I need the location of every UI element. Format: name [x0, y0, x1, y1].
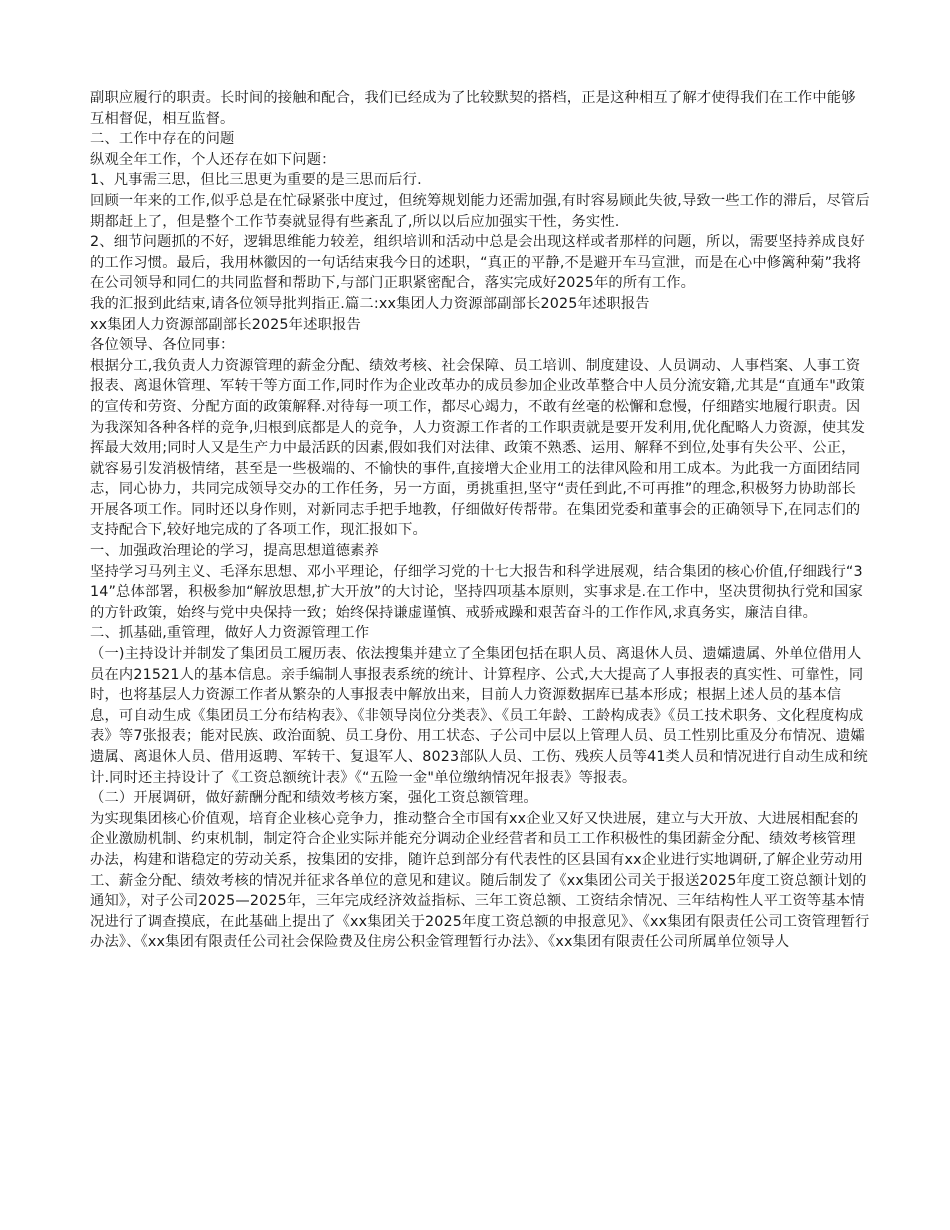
list-item-problem-2: 2、细节问题抓的不好，逻辑思维能力较差，组织培训和活动中总是会出现这样或者那样的问题，所以，需要坚持养成良好的工作习惯。最后，我用林徽因的一句话结束我今日的述职，“真正的平静,不是避开车马宣泄，而是在心中修篱种菊”我将在公司领导和同仁的共同监督和帮助下,与部门正职紧密配合，落实完成好2025年的所有工作。 — [90, 234, 865, 292]
paragraph-subsection-2: 为实现集团核心价值观，培育企业核心竞争力，推动整合全市国有xx企业又好又快进展，建立与大开放、大进展相配套的企业激励机制、约束机制，制定符合企业实际并能充分调动企业经营者和员工工作积极性的集团薪金分配、绩效考核管理办法，构建和谐稳定的劳动关系，按集团的安排，随许总到部分有代表性的区县国有xx企业进行实地调研,了解企业劳动用工、薪金分配、绩效考核的情况并征求各单位的意见和建议。随后制发了《xx集团公司关于报送2025年度工资总额计划的通知》，对子公司2025—2025年，三年完成经济效益指标、三年工资总额、工资结余情况、三年结构性人平工资等基本情况进行了调查摸底，在此基础上提出了《xx集团关于2025年度工资总额的申报意见》、《xx集团有限责任公司工资管理暂行办法》、《xx集团有限责任公司社会保险费及住房公积金管理暂行办法》、《xx集团有限责任公司所属单位领导人 — [90, 810, 870, 951]
paragraph-closing-remark: 我的汇报到此结束,请各位领导批判指正.篇二:xx集团人力资源部副部长2025年述职报告 — [90, 295, 650, 312]
paragraph-responsibilities: 根据分工,我负责人力资源管理的薪金分配、绩效考核、社会保障、员工培训、制度建设、人员调动、人事档案、人事工资报表、离退休管理、军转干等方面工作,同时作为企业改革办的成员参加企业改革整合中人员分流安籍,尤其是“直通车"政策的宣传和劳资、分配方面的政策解释.对待每一项工作，都尽心竭力，不敢有丝毫的松懈和怠慢，仔细踏实地履行职责。因为我深知各种各样的竞争,归根到底都是人的竞争，人力资源工作者的工作职责就是要开发利用,优化配略人力资源，使其发挥最大效用;同时人又是生产力中最活跃的因素,假如我们对法律、政策不熟悉、运用、解释不到位,处事有失公平、公正，就容易引发消极情绪，甚至是一些极端的、不愉快的事件,直接增大企业用工的法律风险和用工成本。为此我一方面团结同志，同心协力，共同完成领导交办的工作任务，另一方面，勇挑重担,坚守“责任到此,不可再推”的理念,积极努力协助部长开展各项工作。同时还以身作则，对新同志手把手地教，仔细做好传帮带。在集团党委和董事会的正确领导下,在同志们的支持配合下,较好地完成的了各项工作，现汇报如下。 — [90, 357, 866, 539]
section-heading-political-study: 一、加强政治理论的学习，提高思想道德素养 — [90, 543, 379, 560]
section-heading-hr-management: 二、抓基础,重管理，做好人力资源管理工作 — [90, 625, 370, 642]
paragraph-problem-1-detail: 回顾一年来的工作,似乎总是在忙碌紧张中度过，但统筹规划能力还需加强,有时容易顾此失彼,导致一些工作的滞后，尽管后期都赶上了，但是整个工作节奏就显得有些紊乱了,所以以后应加强实干性，务实性. — [90, 192, 870, 230]
list-item-problem-1: 1、凡事需三思，但比三思更为重要的是三思而后行. — [90, 172, 422, 189]
document-body — [90, 88, 870, 953]
salutation: 各位领导、各位同事： — [90, 337, 235, 354]
paragraph-subsection-1: （一)主持设计并制发了集团员工履历表、依法搜集并建立了全集团包括在职人员、离退休人员、遗孀遗属、外单位借用人员在内21521人的基本信息。亲手编制人事报表系统的统计、计算程序、公式,大大提高了人事报表的真实性、可靠性，同时，也将基层人力资源工作者从繁杂的人事报表中解放出来，目前人力资源数据库已基本形成；根据上述人员的基本信息，可自动生成《集团员工分布结构表》、《非领导岗位分类表》、《员工年龄、工龄构成表》《员工技术职务、文化程度构成表》等7张报表；能对民族、政治面貌、员工身份、用工状态、子公司中层以上管理人员、员工性别比重及分布情况、遗孀遗属、离退休人员、借用返聘、军转干、复退军人、8023部队人员、工伤、残疾人员等41类人员和情况进行自动生成和统计.同时还主持设计了《工资总额统计表》《“五险一金"单位缴纳情况年报表》等报表。 — [90, 646, 868, 786]
report-title: xx集团人力资源部副部长2025年述职报告 — [90, 316, 361, 333]
paragraph-role-duties: 副职应履行的职责。长时间的接触和配合，我们已经成为了比较默契的搭档，正是这种相互了解才使得我们在工作中能够互相督促，相互监督。 — [90, 90, 856, 127]
section-heading-problems: 二、工作中存在的问题 — [90, 131, 235, 148]
subsection-heading-2: （二）开展调研，做好薪酬分配和绩效考核方案，强化工资总额管理。 — [90, 790, 538, 807]
paragraph-problems-intro: 纵观全年工作，个人还存在如下问题： — [90, 151, 336, 168]
paragraph-political-study: 坚持学习马列主义、毛泽东思想、邓小平理论，仔细学习党的十七大报告和科学进展观，结合集团的核心价值,仔细践行“314”总体部署，积极参加“解放思想,扩大开放”的大讨论，坚持四项基本原则，实事求是.在工作中，坚决贯彻执行党和国家的方针政策，始终与党中央保持一致；始终保持谦虚谨慎、戒骄戒躁和艰苦奋斗的工作作风,求真务实，廉洁自律。 — [90, 563, 863, 621]
